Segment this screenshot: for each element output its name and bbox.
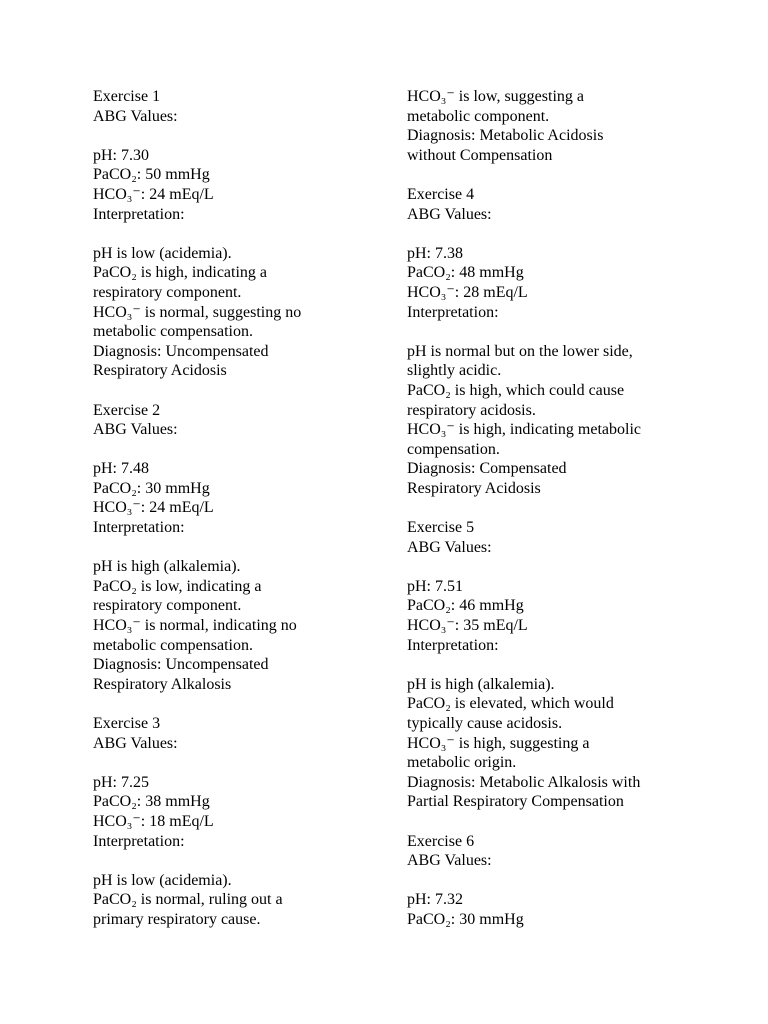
right-column-text-line: ABG Values:: [407, 852, 492, 870]
right-column-text-line: Exercise 6: [407, 832, 475, 850]
right-column-blank-line: [407, 498, 707, 518]
left-column-text-line: metabolic compensation.: [93, 323, 253, 341]
left-column-text-line: pH is high (alkalemia).: [93, 558, 241, 576]
right-column-text-line: compensation.: [407, 440, 500, 458]
right-column-text-line: Partial Respiratory Compensation: [407, 793, 624, 811]
right-column-text-line: HCO₃⁻ is high, suggesting a: [407, 734, 590, 752]
left-column-text-line: Respiratory Acidosis: [93, 362, 227, 380]
left-column-text-line: Diagnosis: Uncompensated: [93, 656, 269, 674]
left-column-text-line: pH: 7.25: [93, 773, 149, 791]
left-column-blank-line: [93, 753, 383, 773]
left-column-text-line: Interpretation:: [93, 832, 185, 850]
left-column-text-line: HCO₃⁻: 24 mEq/L: [93, 185, 214, 203]
right-column-blank-line: [407, 812, 707, 832]
left-column-text-line: PaCO₂: 50 mmHg: [93, 166, 210, 184]
left-column-text-line: Diagnosis: Uncompensated: [93, 342, 269, 360]
left-text-column: [93, 87, 383, 930]
right-column-text-line: respiratory acidosis.: [407, 401, 536, 419]
right-column-blank-line: [407, 224, 707, 244]
left-column-text-line: ABG Values:: [93, 421, 178, 439]
right-column-text-line: pH is normal but on the lower side,: [407, 342, 633, 360]
left-column-text-line: pH is low (acidemia).: [93, 871, 232, 889]
left-column-text-line: respiratory component.: [93, 597, 242, 615]
right-column-text-line: PaCO₂: 46 mmHg: [407, 597, 524, 615]
right-column-text-line: PaCO₂ is elevated, which would: [407, 695, 614, 713]
right-column-text-line: HCO₃⁻ is low, suggesting a: [407, 88, 584, 105]
left-column-text-line: Interpretation:: [93, 205, 185, 223]
right-column-text-line: Diagnosis: Metabolic Acidosis: [407, 127, 604, 145]
right-column-blank-line: [407, 165, 707, 185]
left-column-text-line: HCO₃⁻: 24 mEq/L: [93, 499, 214, 517]
right-column-text-line: HCO₃⁻: 35 mEq/L: [407, 617, 528, 635]
left-column-text-line: HCO₃⁻: 18 mEq/L: [93, 812, 214, 830]
right-column-blank-line: [407, 871, 707, 891]
right-column-blank-line: [407, 322, 707, 342]
left-column-blank-line: [93, 126, 383, 146]
right-column-text-line: Exercise 4: [407, 185, 475, 203]
left-column-text-line: HCO₃⁻ is normal, indicating no: [93, 617, 297, 635]
left-column-blank-line: [93, 224, 383, 244]
right-column-text-line: pH: 7.51: [407, 577, 463, 595]
right-column-text-line: metabolic component.: [407, 107, 550, 125]
left-column-text-line: PaCO₂ is low, indicating a: [93, 577, 262, 595]
right-column-text-line: Interpretation:: [407, 303, 499, 321]
left-column-text-line: HCO₃⁻ is normal, suggesting no: [93, 303, 302, 321]
left-column-text-line: ABG Values:: [93, 107, 178, 125]
left-column-text-line: Respiratory Alkalosis: [93, 675, 232, 693]
right-column-blank-line: [407, 655, 707, 675]
right-text-column: [407, 87, 707, 930]
left-column-text-line: PaCO₂ is normal, ruling out a: [93, 891, 283, 909]
right-column-text-line: HCO₃⁻: 28 mEq/L: [407, 283, 528, 301]
right-column-text-line: pH is high (alkalemia).: [407, 675, 555, 693]
left-column-text-line: pH is low (acidemia).: [93, 244, 232, 262]
left-column-text-line: Interpretation:: [93, 519, 185, 537]
right-column-text-line: Interpretation:: [407, 636, 499, 654]
left-column-text-line: PaCO₂: 30 mmHg: [93, 479, 210, 497]
left-column-text-line: metabolic compensation.: [93, 636, 253, 654]
right-column-text-line: PaCO₂: 30 mmHg: [407, 910, 524, 928]
right-column-text-line: Respiratory Acidosis: [407, 479, 541, 497]
left-column-blank-line: [93, 851, 383, 871]
left-column-text-line: respiratory component.: [93, 283, 242, 301]
right-column-text-line: slightly acidic.: [407, 362, 502, 380]
left-column-text-line: pH: 7.48: [93, 460, 149, 478]
left-column-text-line: PaCO₂ is high, indicating a: [93, 264, 268, 282]
right-column-text-line: PaCO₂: 48 mmHg: [407, 264, 524, 282]
right-column-text-line: ABG Values:: [407, 205, 492, 223]
right-column-blank-line: [407, 557, 707, 577]
right-column-text-line: Exercise 5: [407, 519, 475, 537]
left-column-text-line: primary respiratory cause.: [93, 910, 261, 928]
left-column-text-line: PaCO₂: 38 mmHg: [93, 793, 210, 811]
left-column-text-line: Exercise 2: [93, 401, 161, 419]
right-column-text-line: Diagnosis: Metabolic Alkalosis with: [407, 773, 641, 791]
right-column-text-line: pH: 7.38: [407, 244, 463, 262]
left-column-text-line: ABG Values:: [93, 734, 178, 752]
left-column-text-line: pH: 7.30: [93, 146, 149, 164]
left-column-blank-line: [93, 440, 383, 460]
right-column-text-line: metabolic origin.: [407, 754, 517, 772]
right-column-text-line: HCO₃⁻ is high, indicating metabolic: [407, 421, 641, 439]
right-column-text-line: without Compensation: [407, 146, 553, 164]
right-column-text-line: typically cause acidosis.: [407, 715, 563, 732]
left-column-blank-line: [93, 694, 383, 714]
right-column-text-line: ABG Values:: [407, 538, 492, 556]
right-column-text-line: pH: 7.32: [407, 891, 463, 909]
left-column-blank-line: [93, 381, 383, 401]
left-column-text-line: Exercise 1: [93, 88, 161, 105]
left-column-text-line: Exercise 3: [93, 715, 161, 732]
left-column-blank-line: [93, 538, 383, 558]
right-column-text-line: PaCO₂ is high, which could cause: [407, 381, 625, 399]
right-column-text-line: Diagnosis: Compensated: [407, 460, 567, 478]
